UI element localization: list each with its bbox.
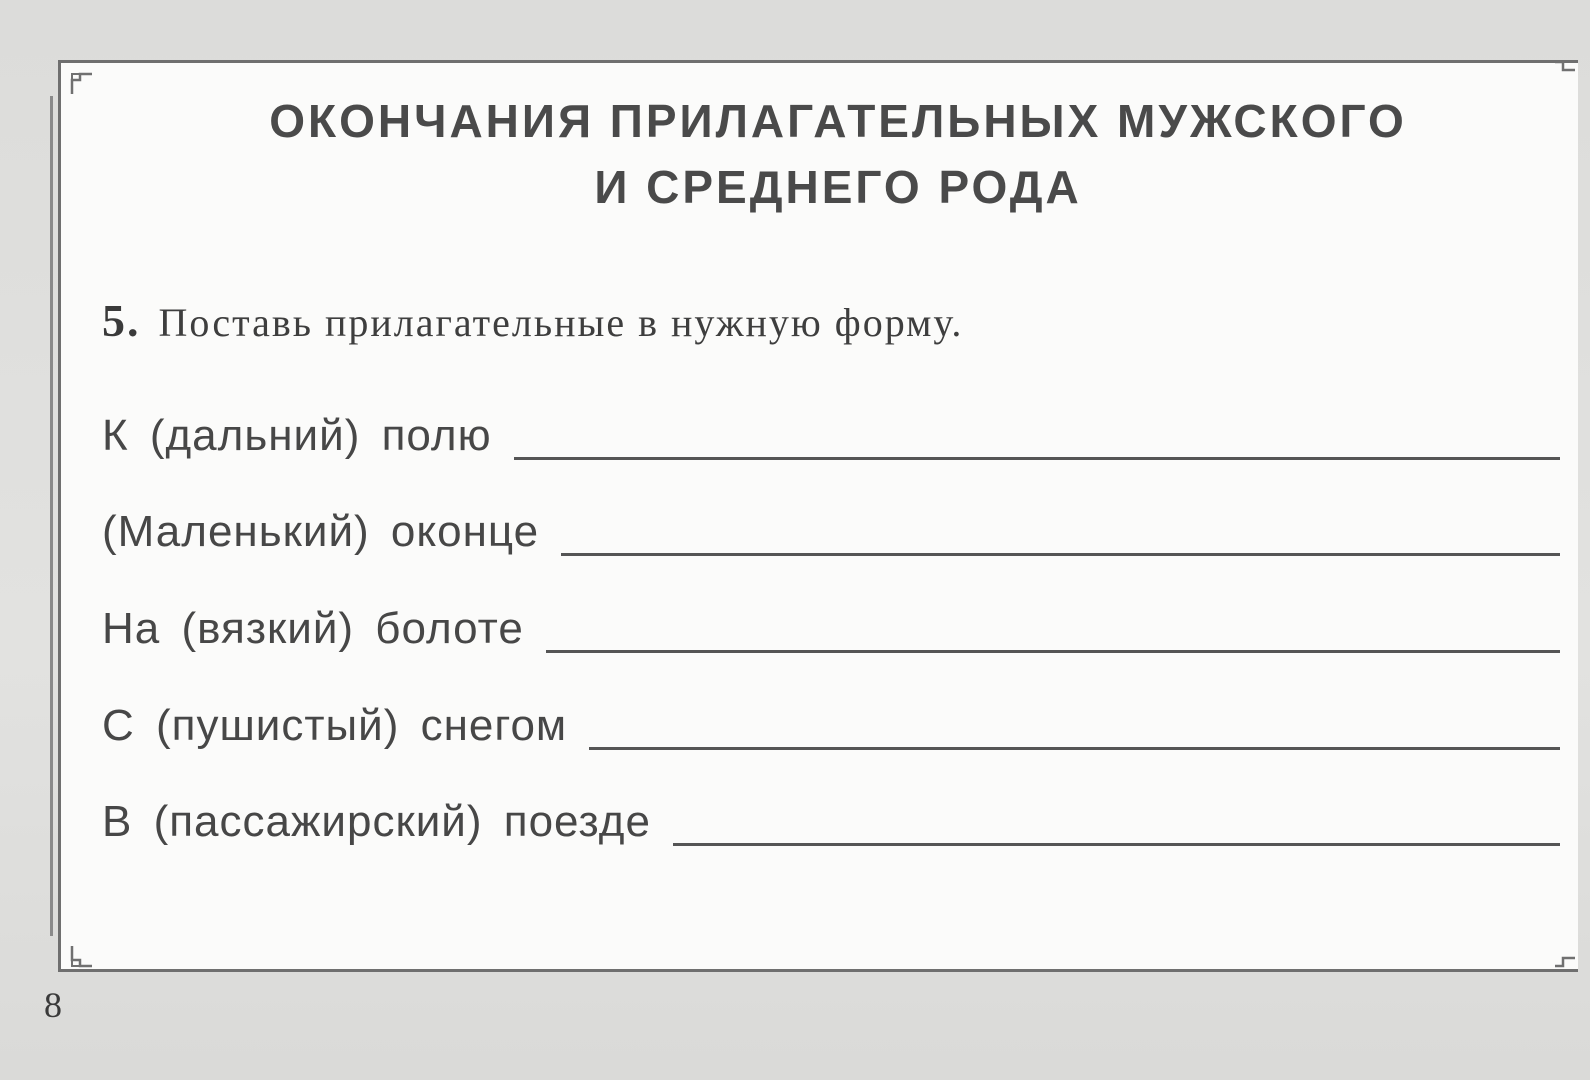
exercise-label: С (пушистый) снегом xyxy=(102,701,568,750)
frame-corner-ornament-icon xyxy=(1553,60,1577,84)
exercise-row xyxy=(102,597,1560,657)
exercise-row xyxy=(102,500,1560,560)
exercise-label: В (пассажирский) поезде xyxy=(102,797,651,846)
exercise-label: (Маленький) оконце xyxy=(102,507,540,556)
frame-corner-ornament-icon xyxy=(1553,944,1577,968)
answer-field[interactable] xyxy=(589,707,1560,750)
page-title-line-2: И СРЕДНЕГО РОДА xyxy=(594,161,1082,213)
exercise-label: К (дальний) полю xyxy=(102,411,492,460)
page-number: 8 xyxy=(44,985,62,1025)
frame-corner-ornament-icon xyxy=(70,72,94,96)
exercise-row xyxy=(102,404,1560,464)
exercise-label: На (вязкий) болоте xyxy=(102,604,524,653)
answer-field[interactable] xyxy=(673,803,1560,846)
answer-field[interactable] xyxy=(561,513,1560,556)
exercise-row xyxy=(102,790,1560,850)
page-title-line-1: ОКОНЧАНИЯ ПРИЛАГАТЕЛЬНЫХ МУЖСКОГО xyxy=(269,95,1407,147)
frame-corner-ornament-icon xyxy=(70,944,94,968)
answer-field[interactable] xyxy=(514,417,1560,460)
task-number: 5. xyxy=(102,295,141,346)
exercise-row xyxy=(102,694,1560,754)
answer-field[interactable] xyxy=(546,610,1560,653)
task-instruction xyxy=(102,294,963,347)
task-text: Поставь прилагательные в нужную форму. xyxy=(158,300,964,345)
frame-outer-line xyxy=(50,96,53,936)
